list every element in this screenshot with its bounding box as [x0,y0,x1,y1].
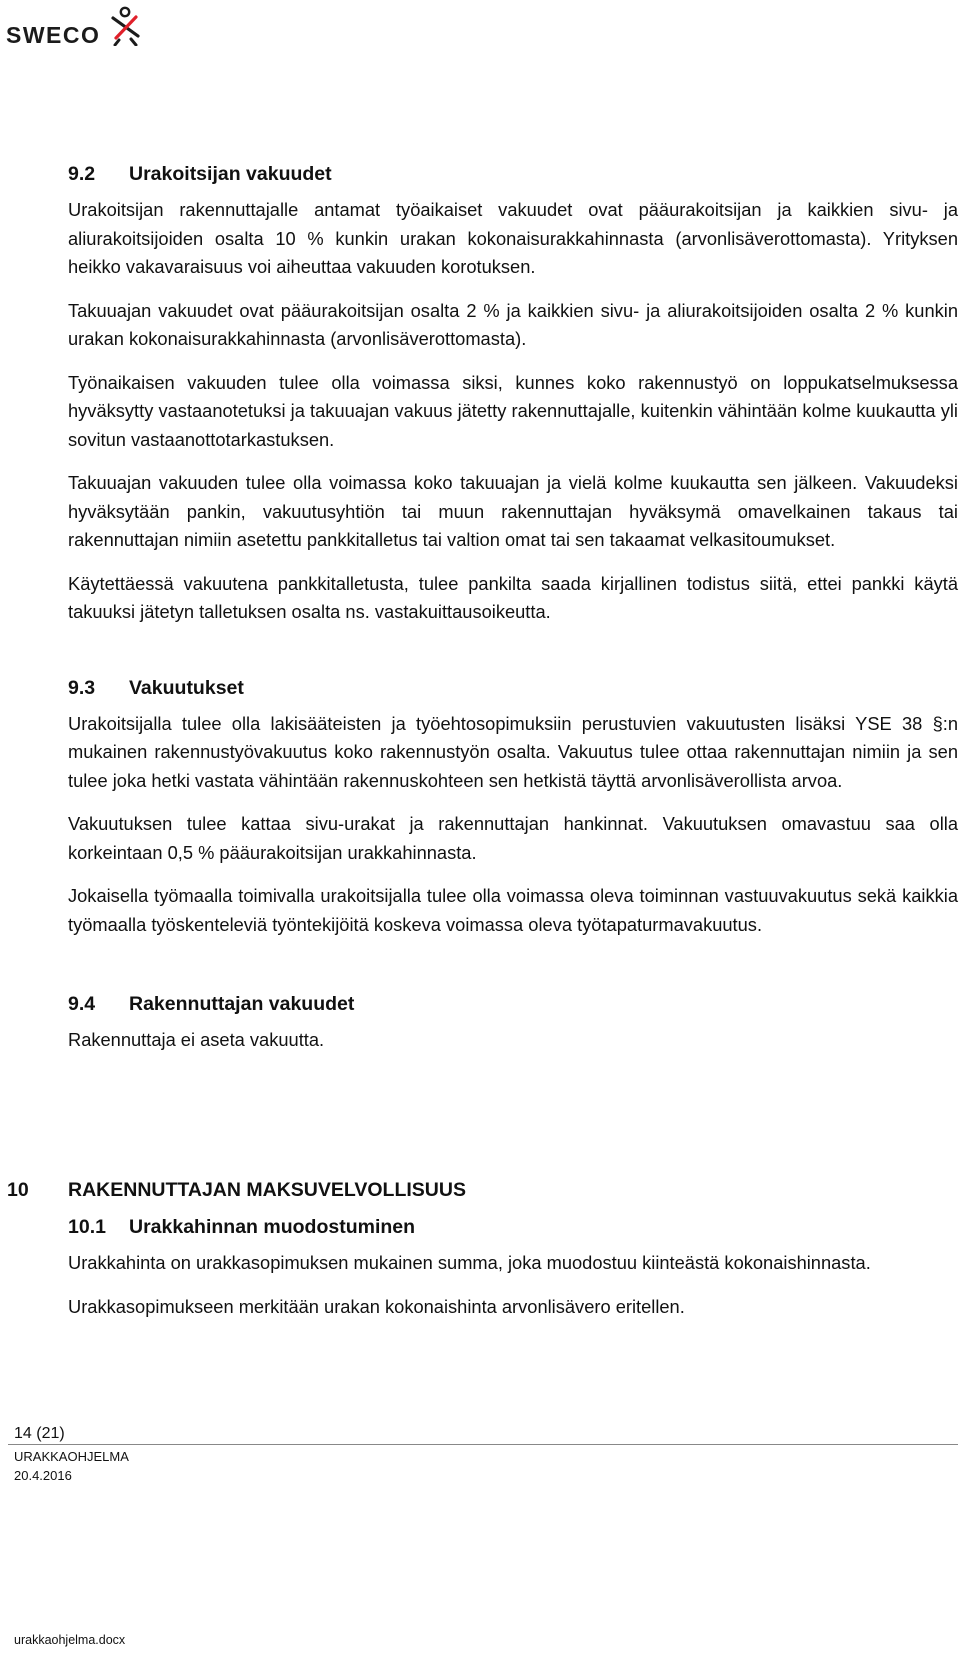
paragraph: Urakoitsijalla tulee olla lakisääteisten ja työehtosopimuksiin perustuvien vakuutusten lisäksi YSE 38 §:n mukainen rakennustyövakuutus koko rakennustyön osalta. Vakuutus tulee ottaa rakennuttajan nimiin ja sen tulee joka hetki vastata vähintään rakennuskohteen sen hetkistä täyttä arvonlisäverollista arvoa. [68,712,958,791]
paragraph: Takuuajan vakuudet ovat pääurakoitsijan osalta 2 % ja kaikkien sivu- ja aliurakoitsijoiden osalta 2 % kunkin urakan kokonaisurakkahinnasta (arvonlisäverottomasta). [68,299,958,349]
heading-number: 9.4 [68,993,96,1015]
sweco-figure-icon [110,6,142,46]
footer-filename: urakkaohjelma.docx [14,1633,126,1647]
heading-9-3 [68,674,958,702]
footer-divider [8,1444,958,1445]
paragraph: Urakoitsijan rakennuttajalle antamat työaikaiset vakuudet ovat pääurakoitsijan ja kaikkien sivu- ja aliurakoitsijoiden osalta 10 % kunkin urakan kokonaisurakkahinnasta (arvonlisäverottomasta). Yrityksen heikko vakavaraisuus voi aiheuttaa vakuuden korotuksen. [68,199,958,277]
heading-title: Urakoitsijan vakuudet [129,163,332,185]
heading-title: Rakennuttajan vakuudet [129,993,355,1015]
sweco-logo [4,6,144,48]
heading-title: RAKENNUTTAJAN MAKSUVELVOLLISUUS [68,1179,466,1201]
paragraph: Urakkasopimukseen merkitään urakan kokonaishinta arvonlisävero eritellen. [68,1295,685,1317]
heading-9-4 [68,990,958,1018]
document-body [68,160,958,1070]
page-number: 14 (21) [14,1425,65,1442]
paragraph: Rakennuttaja ei aseta vakuutta. [68,1029,325,1050]
heading-number: 10.1 [68,1216,106,1238]
footer-date: 20.4.2016 [14,1468,72,1483]
heading-9-2 [68,160,958,188]
heading-number: 9.3 [68,676,96,699]
heading-title: Urakkahinnan muodostuminen [129,1216,416,1238]
paragraph: Käytettäessä vakuutena pankkitalletusta, tulee pankilta saada kirjallinen todistus siitä, ettei pankki käytä takuuksi jätetyn talletuksen osalta ns. vastakuittausoikeutta. [68,572,958,622]
paragraph: Vakuutuksen tulee kattaa sivu-urakat ja rakennuttajan hankinnat. Vakuutuksen omavastuu saa olla korkeintaan 0,5 % pääurakoitsijan urakkahinnasta. [68,813,958,863]
heading-10-1 [68,1213,958,1241]
heading-number: 10 [7,1179,29,1201]
logo-wordmark: SWECO [6,22,101,48]
footer-doc-title: URAKKAOHJELMA [14,1449,129,1464]
paragraph: Urakkahinta on urakkasopimuksen mukainen summa, joka muodostuu kiinteästä kokonaishinnasta. [68,1252,871,1273]
paragraph: Takuuajan vakuuden tulee olla voimassa koko takuuajan ja vielä kolme kuukautta sen jälkeen. Vakuudeksi hyväksytään pankin, vakuutusyhtiön tai muun rakennuttajan hyväksymä omavelkainen takaus tai rakennuttajan nimiin asetettu pankkitalletus tai valtion omat tai sen takaamat velkasitoumukset. [68,472,958,550]
heading-number: 9.2 [68,163,96,185]
heading-10 [7,1176,466,1204]
heading-title: Vakuutukset [129,676,244,699]
paragraph: Työnaikaisen vakuuden tulee olla voimassa siksi, kunnes koko rakennustyö on loppukatselmuksessa hyväksytty vastaanotetuksi ja takuuajan vakuus jätetty rakennuttajalle, kuitenkin vähintään kolme kuukautta yli sovitun vastaanottotarkastuksen. [68,371,958,450]
paragraph: Jokaisella työmaalla toimivalla urakoitsijalla tulee olla voimassa oleva toiminnan vastuuvakuutus sekä kaikkia työmaalla työskenteleviä työntekijöitä koskeva voimassa oleva työtapaturmavakuutus. [68,885,958,935]
section-10-body [68,1213,958,1336]
